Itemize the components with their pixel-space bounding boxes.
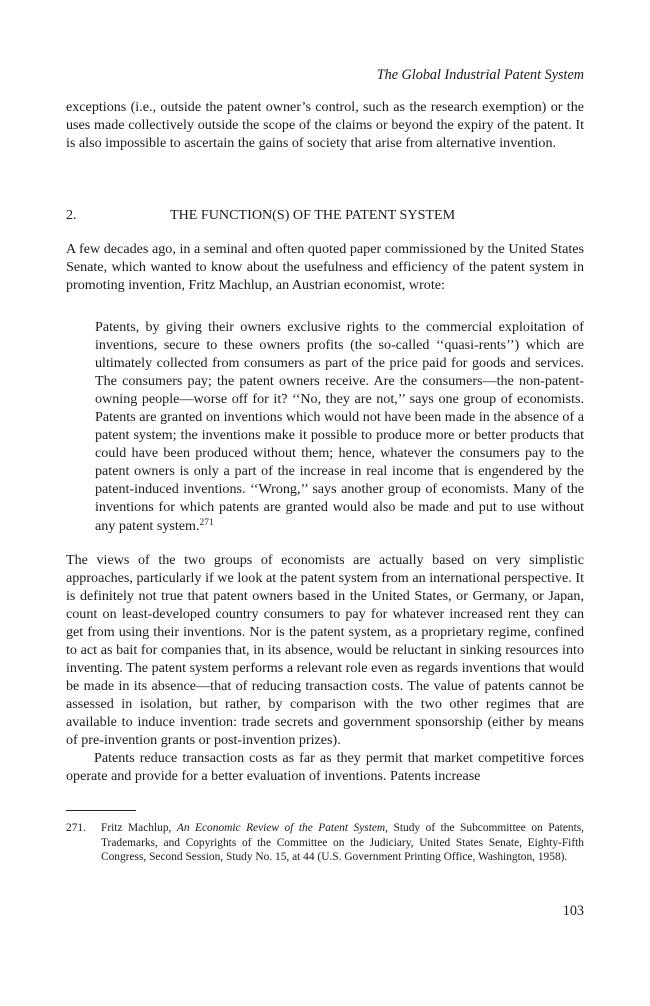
footnote-author: Fritz Machlup, [101, 822, 177, 834]
block-quote-text: Patents, by giving their owners exclusive rights to the commercial exploitation of inventions, secure to these owners profits (the so-called ‘‘quasi-rents’’) which are ultimately collected from consumers as part of the price paid for goods and services. The consumers pay; the patent owners receive. Are the consumers—the non-patent-owning people—worse off for it? ‘‘No, they are not,’’ says one group of economists. Patents are granted on inventions which would not have been made in the absence of a patent system; the inventions make it possible to produce more or better products that could have been produced without them; hence, whatever the consumers pay to the patent owners is only a part of the increase in real income that is engendered by the patent-induced inventions. ‘‘Wrong,’’ says another group of economists. Many of the inventions for which patents are granted would also be made and put to use without any patent system. [95, 319, 584, 534]
footnote [66, 821, 584, 865]
running-head: The Global Industrial Patent System [376, 67, 584, 83]
block-quote [95, 318, 584, 535]
footnote-number: 271. [66, 822, 86, 834]
section-title: THE FUNCTION(S) OF THE PATENT SYSTEM [170, 207, 456, 223]
footnote-citation-details: , Study of the Subcommittee on Patents, Trademarks, and Copyrights of the Committee on the Judiciary, United States Senate, Eighty-Fifth Congress, Second Session, Study No. 15, at 44 (U.S. Government Printing Office, Washington, 1958). [101, 822, 585, 864]
page-number: 103 [562, 903, 584, 919]
footnote-cited-title: An Economic Review of the Patent System [176, 822, 386, 834]
footnote-divider [66, 810, 136, 811]
paragraph-transaction-costs: Patents reduce transaction costs as far as they permit that market competitive forces operate and provide for a better evaluation of inventions. Patents increase [66, 750, 584, 785]
footnote-reference[interactable]: 271 [199, 517, 214, 528]
paragraph-continuation: exceptions (i.e., outside the patent owner’s control, such as the research exemption) or the uses made collectively outside the scope of the claims or beyond the expiry of the patent. It is also impossible to ascertain the gains of society that arise from alternative invention. [66, 99, 584, 152]
paragraph-views: The views of the two groups of economists are actually based on very simplistic approaches, particularly if we look at the patent system from an international perspective. It is definitely not true that patent owners based in the United States, or Germany, or Japan, count on least-developed country consumers to pay for whatever increased rent they can get from using their inventions. Nor is the patent system, as a proprietary regime, confined to act as bait for companies that, in its absence, would be reluctant in sinking resources into inventing. The patent system performs a relevant role even as regards inventions that would be made in its absence—that of reducing transaction costs. The value of patents cannot be assessed in isolation, but rather, by comparison with the two other regimes that are available to induce invention: trade secrets and government sponsorship (either by means of pre-invention grants or post-invention prizes). [66, 552, 584, 749]
paragraph-intro: A few decades ago, in a seminal and often quoted paper commissioned by the United States Senate, which wanted to know about the usefulness and efficiency of the patent system in promoting invention, Fritz Machlup, an Austrian economist, wrote: [66, 241, 584, 294]
section-number: 2. [66, 207, 77, 223]
footnote-text [101, 821, 584, 865]
